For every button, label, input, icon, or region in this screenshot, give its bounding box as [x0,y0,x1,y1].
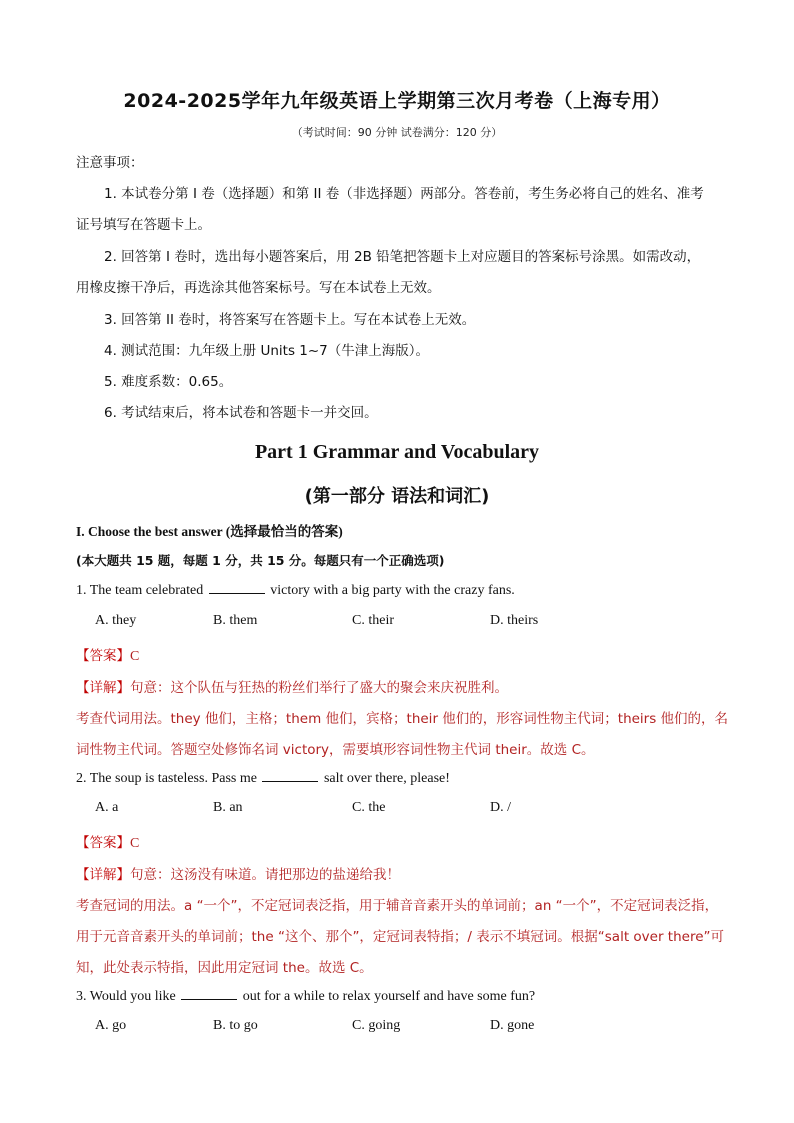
document-title: 2024-2025学年九年级英语上学期第三次月考卷（上海专用） [123,90,671,112]
notes-heading: 注意事项： [76,155,144,171]
section-instruction: (本大题共 15 题，每题 1 分，共 15 分。每题只有一个正确选项) [76,553,445,568]
answer-value: C [130,649,140,664]
q1-option-d: D. theirs [490,613,539,628]
note-item-5: 5. 难度系数：0.65。 [104,374,233,390]
q3-option-a: A. go [95,1018,127,1033]
question-2-answer [76,831,139,852]
q2-option-a: A. a [95,800,119,815]
q1-option-c: C. their [352,613,394,628]
question-2-stem [76,769,450,787]
question-2-stem-after: salt over there, please! [323,771,450,786]
question-3-stem-before: 3. Would you like [76,989,176,1004]
question-2-explanation-line-1: 考查冠词的用法。a “一个”，不定冠词表泛指，用于辅音音素开头的单词前；an “一个”，不定冠词表泛指， [76,898,719,914]
q3-option-d: D. gone [490,1018,535,1033]
question-1-stem-after: victory with a big party with the crazy fans. [270,583,515,598]
question-2-explanation-line-3: 知，此处表示特指，因此用定冠词 the。故选 C。 [76,960,373,976]
answer-label: 【答案】 [76,648,130,664]
note-item-2-line2: 用橡皮擦干净后，再选涂其他答案标号。写在本试卷上无效。 [76,280,441,296]
part-title: Part 1 Grammar and Vocabulary [254,441,540,463]
question-1-explanation-line-2: 词性物主代词。答题空处修饰名词 victory，需要填形容词性物主代词 their。故选 C。 [76,742,595,758]
q2-option-d: D. / [490,800,511,815]
question-1-stem [76,581,515,599]
detail-meaning: 句意：这个队伍与狂热的粉丝们举行了盛大的聚会来庆祝胜利。 [130,680,508,696]
note-item-1-line2: 证号填写在答题卡上。 [76,217,211,233]
q1-option-b: B. them [213,613,258,628]
q1-option-a: A. they [95,613,137,628]
q2-option-c: C. the [352,800,386,815]
answer-blank [262,769,318,782]
question-3-stem-after: out for a while to relax yourself and have some fun? [242,989,536,1004]
note-item-2-line1: 2. 回答第 I 卷时，选出每小题答案后，用 2B 铅笔把答题卡上对应题目的答案标号涂黑。如需改动， [104,249,701,265]
note-item-4: 4. 测试范围：九年级上册 Units 1~7（牛津上海版）。 [104,343,430,359]
section-heading: I. Choose the best answer (选择最恰当的答案) [76,524,343,539]
part-subtitle: (第一部分 语法和词汇) [304,486,490,507]
note-item-3: 3. 回答第 II 卷时，将答案写在答题卡上。写在本试卷上无效。 [104,312,476,328]
answer-blank [181,987,237,1000]
detail-label: 【详解】 [76,867,130,883]
answer-blank [209,581,265,594]
q2-option-b: B. an [213,800,243,815]
detail-label: 【详解】 [76,680,130,696]
question-2-stem-before: 2. The soup is tasteless. Pass me [76,771,257,786]
q3-option-b: B. to go [213,1018,258,1033]
question-3-stem [76,987,535,1005]
note-item-1-line1: 1. 本试卷分第 I 卷（选择题）和第 II 卷（非选择题）两部分。答卷前，考生务必将自己的姓名、准考 [104,186,704,202]
question-1-explanation-line-1: 考查代词用法。they 他们，主格；them 他们，宾格；their 他们的，形容词性物主代词；theirs 他们的，名 [76,711,729,727]
note-item-6: 6. 考试结束后，将本试卷和答题卡一并交回。 [104,405,378,421]
question-2-explanation-line-2: 用于元音音素开头的单词前；the “这个、那个”，定冠词表特指；/ 表示不填冠词。根据“salt over there”可 [76,929,725,945]
exam-info: （考试时间：90 分钟 试卷满分：120 分） [291,126,503,139]
question-1-stem-before: 1. The team celebrated [76,583,204,598]
question-2-detail [76,863,400,883]
answer-label: 【答案】 [76,835,130,851]
answer-value: C [130,836,140,851]
q3-option-c: C. going [352,1018,401,1033]
detail-meaning: 句意：这汤没有味道。请把那边的盐递给我！ [130,867,400,883]
question-1-answer [76,644,139,665]
question-1-detail [76,676,508,696]
